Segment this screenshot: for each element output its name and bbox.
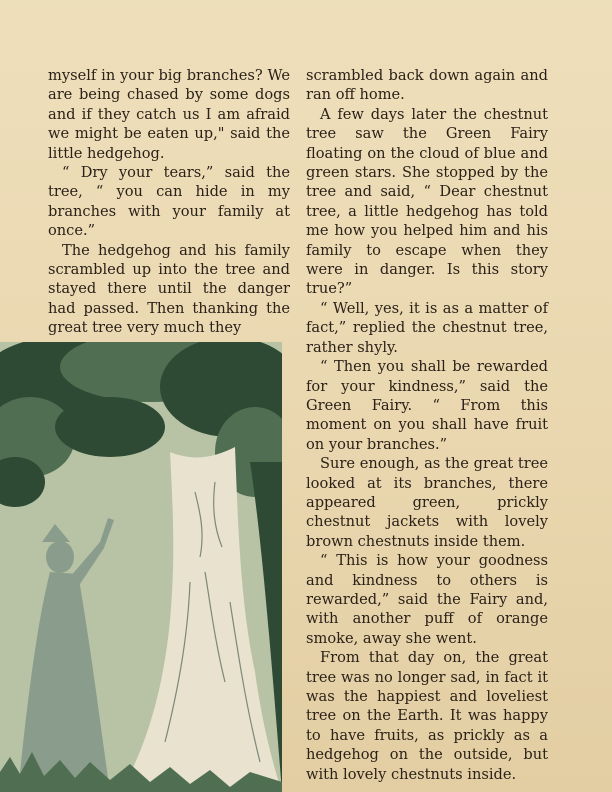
paragraph: A few days later the chestnut tree saw the Green Fairy floating on the cloud of blue and green stars. She stopped by the tree and said, “ Dear chestnut tree, a little hedgehog has told me how you helped him and his family to escape when they were in danger. Is this story true?” bbox=[306, 105, 548, 298]
paragraph: “ Well, yes, it is as a matter of fact,” replied the chestnut tree, rather shyly. bbox=[306, 299, 548, 356]
paragraph: scrambled back down again and ran off home. bbox=[306, 67, 548, 104]
right-text-column bbox=[306, 66, 548, 784]
tree-and-fairy-illustration bbox=[0, 342, 282, 792]
paragraph: “ Dry your tears,” said the tree, “ you can hide in my branches with your family at once.” bbox=[48, 164, 290, 240]
paragraph: From that day on, the great tree was no longer sad, in fact it was the happiest and loveliest tree on the Earth. It was happy to have fruits, as prickly as a hedgehog on the outside, but with lovely chestnuts inside. bbox=[306, 649, 548, 783]
left-text-column bbox=[48, 66, 290, 338]
illustration-drawing bbox=[0, 342, 282, 792]
paragraph: myself in your big branches? We are being chased by some dogs and if they catch us I am afraid we might be eaten up," said the little hedgehog. bbox=[48, 67, 290, 162]
paragraph: Sure enough, as the great tree looked at its branches, there appeared green, prickly chestnut jackets with lovely brown chestnuts inside them. bbox=[306, 455, 548, 550]
paragraph: “ This is how your goodness and kindness to others is rewarded,” said the Fairy and, with another puff of orange smoke, away she went. bbox=[306, 552, 548, 647]
paragraph: “ Then you shall be rewarded for your kindness,” said the Green Fairy. “ From this moment on you shall have fruit on your branches.” bbox=[306, 358, 548, 453]
paragraph: The hedgehog and his family scrambled up into the tree and stayed there until the danger had passed. Then thanking the great tree very much they bbox=[48, 241, 290, 337]
